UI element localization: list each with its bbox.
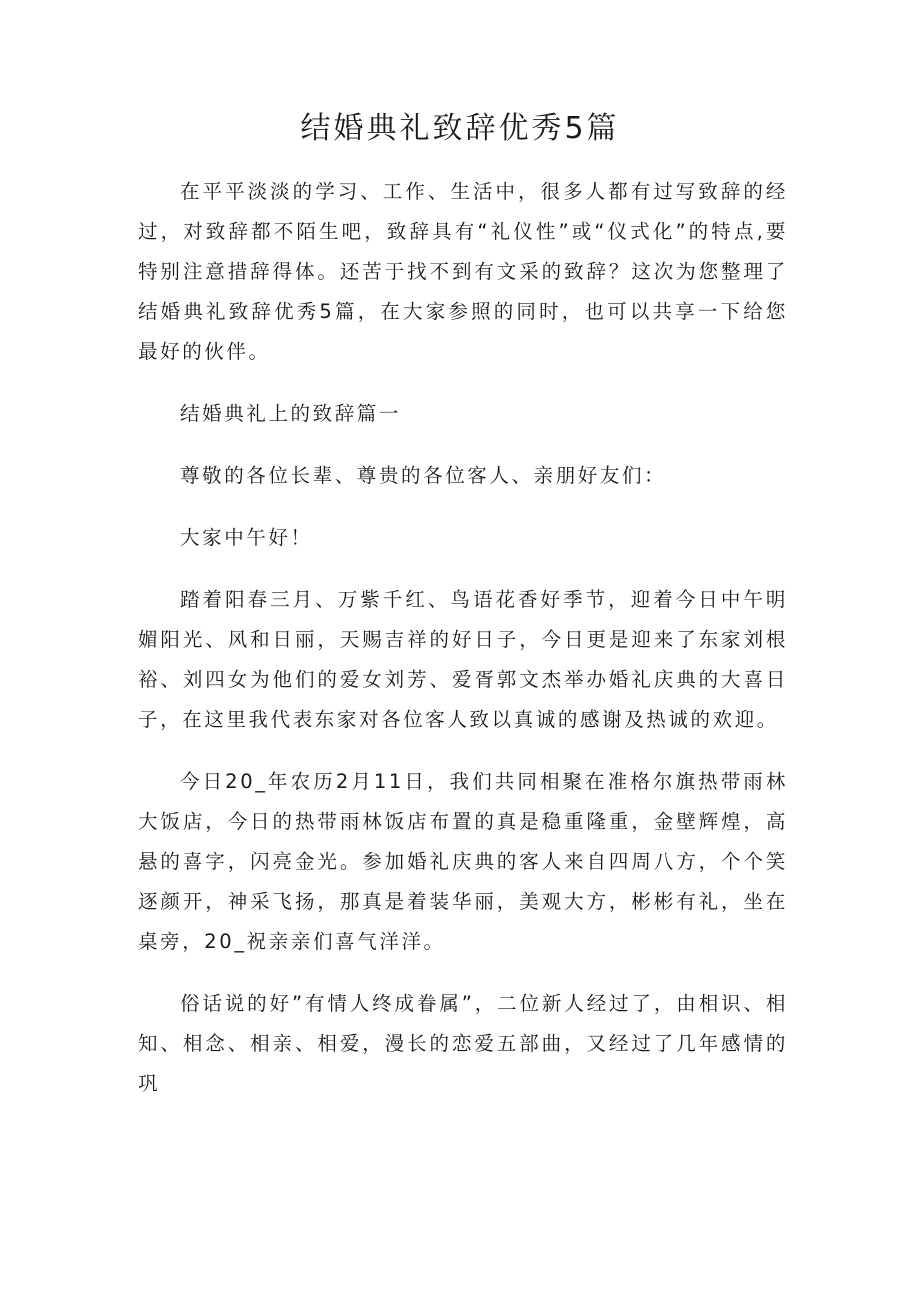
document-body	[138, 172, 788, 1126]
section-heading: 结婚典礼上的致辞篇一	[180, 402, 402, 425]
greeting: 大家中午好！	[180, 526, 313, 549]
body-paragraph: 今日20_年农历2月11日，我们共同相聚在准格尔旗热带雨林大饭店，今日的热带雨林饭店布置的真是稳重隆重，金壁辉煌，高悬的喜字，闪亮金光。参加婚礼庆典的客人来自四周八方，个个笑逐颜开，神采飞扬，那真是着装华丽，美观大方，彬彬有礼，坐在桌旁，20_祝亲亲们喜气洋洋。	[138, 770, 788, 953]
body-paragraph: 踏着阳春三月、万紫千红、鸟语花香好季节，迎着今日中午明媚阳光、风和日丽，天赐吉祥的好日子，今日更是迎来了东家刘根裕、刘四女为他们的爱女刘芳、爱胥郭文杰举办婚礼庆典的大喜日子，在这里我代表东家对各位客人致以真诚的感谢及热诚的欢迎。	[138, 588, 788, 731]
intro-paragraph: 在平平淡淡的学习、工作、生活中，很多人都有过写致辞的经过，对致辞都不陌生吧，致辞具有“礼仪性”或“仪式化”的特点,要特别注意措辞得体。还苦于找不到有文采的致辞？这次为您整理了结婚典礼致辞优秀5篇，在大家参照的同时，也可以共享一下给您最好的伙伴。	[138, 180, 788, 363]
salutation: 尊敬的各位长辈、尊贵的各位客人、亲朋好友们：	[180, 464, 667, 487]
document-title: 结婚典礼致辞优秀5篇	[300, 111, 620, 146]
body-paragraph: 俗话说的好”有情人终成眷属”，二位新人经过了，由相识、相知、相念、相亲、相爱，漫长的恋爱五部曲，又经过了几年感情的巩	[138, 992, 788, 1095]
